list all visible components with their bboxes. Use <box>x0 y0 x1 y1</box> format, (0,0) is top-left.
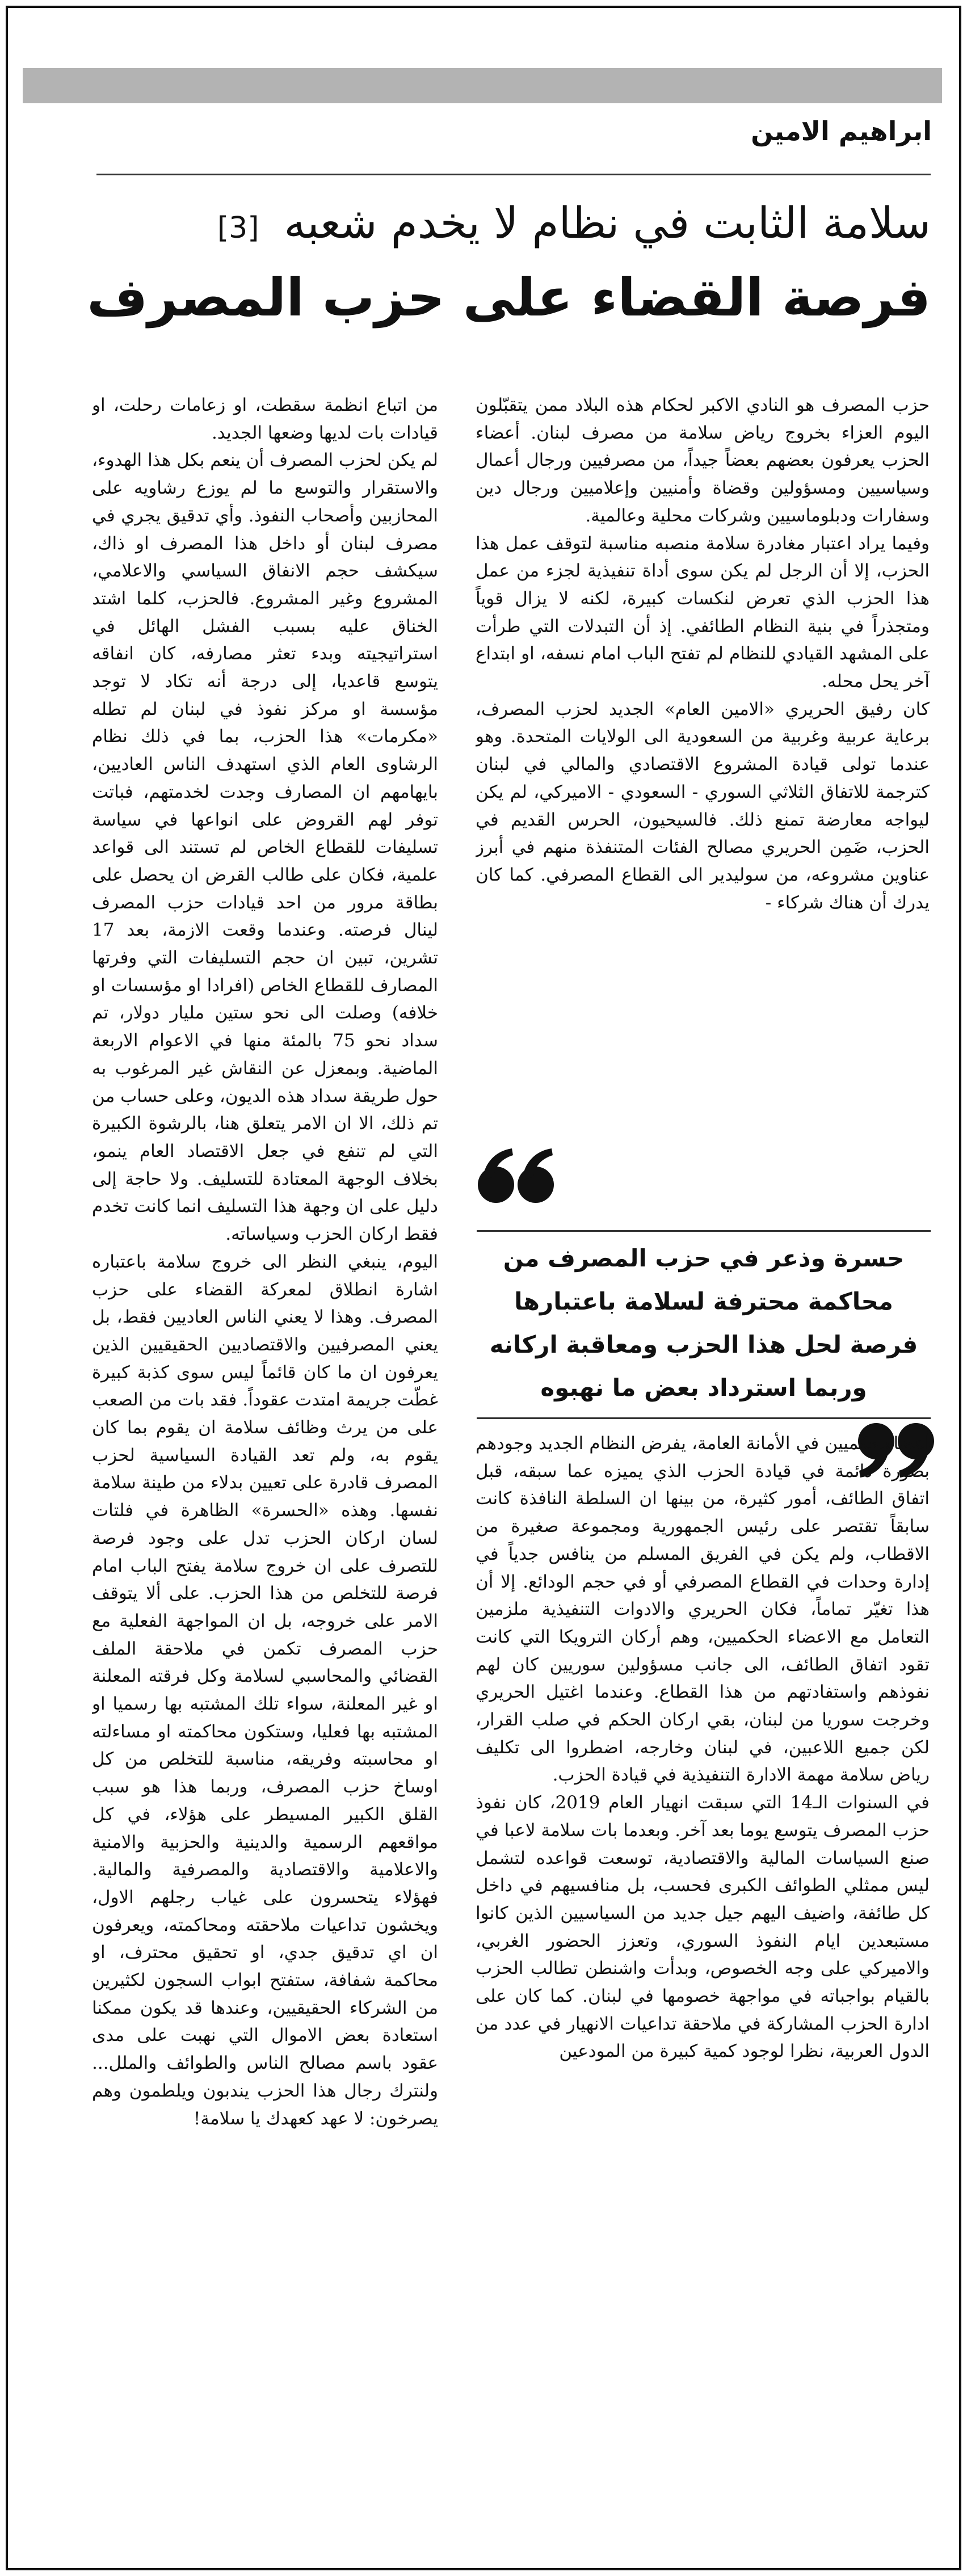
quote-open-icon <box>474 1145 560 1207</box>
paragraph: وفيما يراد اعتبار مغادرة سلامة منصبه مناسبة لتوقف عمل هذا الحزب، إلا أن الرجل لم يكن سوى أداة تنفيذية لجزء من عمل هذا الحزب الذي تعرض لنكسات كبيرة، لكنه لا يزال قوياً ومتجذراً في بنية النظام الطائفي. إذ أن التبدلات التي طرأت على المشهد القيادي للنظام لم تفتح الباب امام نسفه، او ابتداع آخر يحل محله. <box>476 533 930 692</box>
pull-quote: حسرة وذعر في حزب المصرف من محاكمة محترفة لسلامة باعتبارها فرصة لحل هذا الحزب ومعاقبة اركانه وربما استرداد بعض ما نهبوه <box>489 1244 918 1401</box>
article-subtitle: سلامة الثابت في نظام لا يخدم شعبه <box>284 197 931 248</box>
column-right-bottom <box>476 1430 930 2536</box>
subtitle-row <box>91 192 931 254</box>
column-right-top <box>476 392 930 1243</box>
heading-divider <box>96 174 931 175</box>
author-byline: ابراهيم الامين <box>751 116 932 146</box>
paragraph: حزب المصرف هو النادي الاكبر لحكام هذه البلاد ممن يتقبّلون اليوم العزاء بخروج رياض سلامة من مصرف لبنان. أعضاء الحزب يعرفون بعضهم بعضاً جيداً، من مصرفيين ورجال أعمال وسياسيين ومسؤولين وقضاة وأمنيين وإعلاميين ورجال دين وسفارات ودبلوماسيين وشركات محلية وعالمية. <box>476 395 930 526</box>
paragraph: لم يكن لحزب المصرف أن ينعم بكل هذا الهدوء، والاستقرار والتوسع ما لم يوزع رشاويه على المحازبين وأصحاب النفوذ. وأي تدقيق يجري في مصرف لبنان أو داخل هذا المصرف او ذاك، سيكشف حجم الانفاق السياسي والاعلامي، المشروع وغير المشروع. فالحزب، كلما اشتد الخناق عليه بسبب الفشل الهائل في استراتيجيته وبدء تعثر مصارفه، كان انفاقه يتوسع قاعديا، إلى درجة أنه تكاد لا توجد مؤسسة او مركز نفوذ في لبنان لم تطله «مكرمات» هذا الحزب، بما في ذلك نظام الرشاوى العام الذي استهدف الناس العاديين، بايهامهم ان المصارف وجدت لخدمتهم، فباتت توفر لهم القروض على انواعها في سياسة تسليفات للقطاع الخاص لم تستند الى قواعد علمية، فكان على طالب القرض ان يحصل على بطاقة مرور من احد قيادات حزب المصرف لينال فرصته. وعندما وقعت الازمة، بعد 17 تشرين، تبين ان حجم التسليفات التي وفرتها المصارف للقطاع الخاص (افرادا او مؤسسات او خلافه) وصلت الى نحو ستين مليار دولار، تم سداد نحو 75 بالمئة منها في الاعوام الاربعة الماضية. وبمعزل عن النقاش غير المرغوب به حول طريقة سداد هذه الديون، وعلى حساب من تم ذلك، الا ان الامر يتعلق هنا، بالرشوة الكبيرة التي لم تنفع في جعل الاقتصاد العام ينمو، بخلاف الوجهة المعتادة للتسليف. ولا حاجة إلى دليل على ان وجهة هذا التسليف انما كانت تخدم فقط اركان الحزب وسياساته. <box>92 450 438 1245</box>
header-bar <box>23 68 942 103</box>
series-number: [3] <box>217 211 259 245</box>
paragraph: أعضاء حكميين في الأمانة العامة، يفرض النظام الجديد وجودهم بصورة دائمة في قيادة الحزب الذي يميزه عما سبقه، قبل اتفاق الطائف، أمور كثيرة، من بينها ان السلطة النافذة كانت سابقاً تقتصر على رئيس الجمهورية ومجموعة صغيرة من الاقطاب، ولم يكن في الفريق المسلم من ينافس جدياً في إدارة وحدات في القطاع المصرفي أو في حجم الودائع. إلا أن هذا تغيّر تماماً، فكان الحريري والادوات التنفيذية ملزمين التعامل مع الاعضاء الحكميين، وهم أركان الترويكا التي كانت تقود اتفاق الطائف، الى جانب مسؤولين سوريين كان لهم نفوذهم واستفادتهم من هذا القطاع. وعندما اغتيل الحريري وخرجت سوريا من لبنان، بقي اركان الحكم في صلب القرار، لكن جميع اللاعبين، في لبنان وخارجه، اضطروا الى تكليف رياض سلامة مهمة الادارة التنفيذية في قيادة الحزب. <box>476 1433 930 1786</box>
article-title: فرصة القضاء على حزب المصرف <box>87 267 931 328</box>
column-left <box>92 392 438 2536</box>
paragraph: اليوم، ينبغي النظر الى خروج سلامة باعتباره اشارة انطلاق لمعركة القضاء على حزب المصرف. وهذا لا يعني الناس العاديين فقط، بل يعني المصرفيين والاقتصاديين الحقيقيين الذين يعرفون ان ما كان قائماً ليس سوى كذبة كبيرة غطّت جريمة امتدت عقوداً. فقد بات من الصعب على من يرث وظائف سلامة ان يقوم بما كان يقوم به، ولم تعد القيادة السياسية لحزب المصرف قادرة على تعيين بدلاء من طينة سلامة نفسها. وهذه «الحسرة» الظاهرة في فلتات لسان اركان الحزب تدل على وجود فرصة للتصرف على ان خروج سلامة يفتح الباب امام فرصة للتخلص من هذا الحزب. على ألا يتوقف الامر على خروجه، بل ان المواجهة الفعلية مع حزب المصرف تكمن في ملاحقة الملف القضائي والمحاسبي لسلامة وكل فرقته المعلنة او غير المعلنة، سواء تلك المشتبه بها رسميا او المشتبه بها فعليا، وستكون محاكمته او مساءلته او محاسبته وفريقه، مناسبة للتخلص من كل اوساخ حزب المصرف، وربما هذا هو سبب القلق الكبير المسيطر على هؤلاء، في كل مواقعهم الرسمية والدينية والحزبية والامنية والاعلامية والاقتصادية والمصرفية والمالية. فهؤلاء يتحسرون على غياب رجلهم الاول، ويخشون تداعيات ملاحقته ومحاكمته، ويعرفون ان اي تدقيق جدي، او تحقيق محترف، او محاكمة شفافة، ستفتح ابواب السجون لكثيرين من الشركاء الحقيقيين، وعندها قد يكون ممكنا استعادة بعض الاموال التي نهبت على مدى عقود باسم مصالح الناس والطوائف والملل... ولنترك رجال هذا الحزب يندبون ويلطمون وهم يصرخون: لا عهد كعهدك يا سلامة! <box>92 1251 438 2129</box>
paragraph: من اتباع انظمة سقطت، او زعامات رحلت، او قيادات بات لديها وضعها الجديد. <box>92 395 438 443</box>
paragraph: كان رفيق الحريري «الامين العام» الجديد لحزب المصرف، برعاية عربية وغربية من السعودية الى الولايات المتحدة. وهو عندما تولى قيادة المشروع الاقتصادي والمالي في لبنان كترجمة للاتفاق الثلاثي السوري - السعودي - الاميركي، لم يكن ليواجه معارضة تمنع ذلك. فالسيحيون، الحرس القديم في الحزب، ضَمِن الحريري مصالح الفئات المتنفذة منهم في أبرز عناوين مشروعه، من سوليدير الى القطاع المصرفي. كما كان يدرك أن هناك شركاء - <box>476 698 930 913</box>
pull-quote-rule-top <box>477 1230 931 1232</box>
paragraph: في السنوات الـ14 التي سبقت انهيار العام 2019، كان نفوذ حزب المصرف يتوسع يوما بعد آخر. وبعدما بات سلامة لاعبا في صنع السياسات المالية والاقتصادية، توسعت قواعده لتشمل ليس ممثلي الطوائف الكبرى فحسب، بل منافسيهم في داخل كل طائفة، واضيف اليهم جيل جديد من السياسيين الذين كانوا مستبعدين ايام النفوذ السوري، وتعزز الحضور الغربي، والاميركي على وجه الخصوص، وبدأت واشنطن تطالب الحزب بالقيام بواجباته في مواجهة خصومها في لبنان. كما كان على ادارة الحزب المشاركة في ملاحقة تداعيات الانهيار في عدد من الدول العربية، نظرا لوجود كمية كبيرة من المودعين <box>476 1792 930 2062</box>
